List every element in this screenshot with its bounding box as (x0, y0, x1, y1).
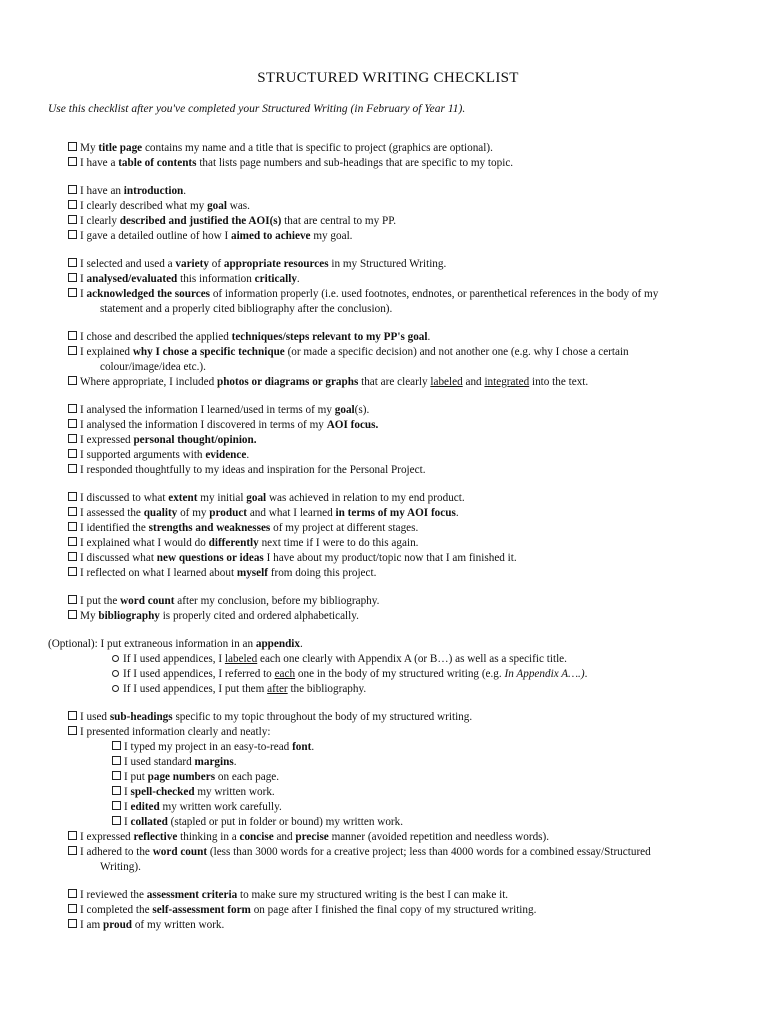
checkbox-icon[interactable] (68, 404, 77, 413)
item-text: I analysed the information I discovered in terms of my (80, 419, 327, 431)
item-text: bibliography (98, 610, 160, 622)
item-text: goal (246, 492, 267, 504)
item-text: . (246, 449, 250, 461)
item-text: that are clearly (358, 376, 431, 388)
checklist-item (68, 740, 728, 755)
checkbox-icon[interactable] (68, 185, 77, 194)
item-text: I expressed (80, 831, 134, 843)
item-text: my initial (197, 492, 247, 504)
checklist-item (68, 652, 728, 667)
item-text: (or made a specific decision) and not another one (e.g. why I chose a certain (284, 346, 629, 358)
item-text: that are central to my PP. (281, 215, 397, 227)
checkbox-icon[interactable] (68, 419, 77, 428)
bullet-circle-icon (112, 685, 119, 692)
checkbox-icon[interactable] (68, 434, 77, 443)
checkbox-icon[interactable] (68, 215, 77, 224)
item-text: collated (130, 816, 168, 828)
bullet-circle-icon (112, 670, 119, 677)
checkbox-icon[interactable] (68, 258, 77, 267)
checkbox-icon[interactable] (68, 904, 77, 913)
item-text: . (584, 668, 588, 680)
checklist-item (68, 682, 728, 697)
checkbox-icon[interactable] (68, 200, 77, 209)
item-text: In Appendix A….) (504, 668, 585, 680)
item-text: table of contents (118, 157, 197, 169)
item-text: integrated (484, 376, 530, 388)
item-text: in terms of my AOI focus (335, 507, 456, 519)
checklist-item (68, 710, 728, 725)
item-text: page numbers (147, 771, 216, 783)
item-text: of my (177, 507, 210, 519)
checklist-item-continuation (68, 302, 728, 317)
checklist-item (68, 156, 728, 171)
item-text: why I chose a specific technique (132, 346, 285, 358)
checklist-item (48, 637, 728, 652)
item-text: My (80, 142, 99, 154)
item-text: from doing this project. (267, 567, 377, 579)
item-text: labeled (430, 376, 463, 388)
checkbox-icon[interactable] (68, 288, 77, 297)
item-text: reflective (133, 831, 178, 843)
item-text: of (208, 258, 224, 270)
item-text: If I used appendices, I put them (123, 683, 268, 695)
checklist-item (68, 536, 728, 551)
item-text: and what I learned (247, 507, 336, 519)
checklist-section (68, 594, 728, 624)
item-text: title page (98, 142, 143, 154)
checklist-item (68, 609, 728, 624)
item-text: I analysed the information I learned/used in terms of my (80, 404, 335, 416)
item-text: word count (152, 846, 208, 858)
item-text: of my project at different stages. (270, 522, 419, 534)
item-text: I gave a detailed outline of how I (80, 230, 231, 242)
item-text: of information properly (i.e. used footnotes, endnotes, or parenthetical references in the body of my (210, 288, 659, 300)
item-text: I used (80, 711, 110, 723)
item-text: . (183, 185, 187, 197)
item-text: My (80, 610, 99, 622)
checklist-item (68, 770, 728, 785)
checklist-item (68, 566, 728, 581)
item-text: analysed/evaluated (86, 273, 178, 285)
item-text: . (233, 756, 237, 768)
item-text: myself (236, 567, 268, 579)
item-text: edited (130, 801, 160, 813)
checklist-item (68, 551, 728, 566)
item-text: and (273, 831, 296, 843)
item-text: in my Structured Writing. (328, 258, 447, 270)
item-text: each (274, 668, 296, 680)
checkbox-icon[interactable] (68, 919, 77, 928)
item-text: I (124, 786, 131, 798)
item-text: Where appropriate, I included (80, 376, 217, 388)
item-text: word count (120, 595, 175, 607)
item-text: photos or diagrams or graphs (216, 376, 359, 388)
item-text: (Optional): I put extraneous information in an (48, 638, 256, 650)
item-text: I am (80, 919, 103, 931)
item-text: AOI focus. (326, 419, 379, 431)
item-text: . (311, 741, 315, 753)
item-text: I reviewed the (80, 889, 147, 901)
bullet-circle-icon (112, 655, 119, 662)
checkbox-icon[interactable] (112, 786, 121, 795)
item-text: I discussed to what (80, 492, 169, 504)
item-text: on page after I finished the final copy of my structured writing. (250, 904, 537, 916)
intro-instruction: Use this checklist after you've completed your Structured Writing (in February of Year 11). (48, 103, 466, 115)
item-text: my goal. (310, 230, 353, 242)
item-text: appropriate resources (223, 258, 329, 270)
item-text: I responded thoughtfully to my ideas and inspiration for the Personal Project. (80, 464, 426, 476)
checkbox-icon[interactable] (112, 816, 121, 825)
checkbox-icon[interactable] (68, 157, 77, 166)
checkbox-icon[interactable] (68, 537, 77, 546)
checklist-item (68, 448, 728, 463)
item-text: each one clearly with Appendix A (or B…) as well as a specific title. (257, 653, 567, 665)
item-text: goal (207, 200, 227, 212)
item-text: into the text. (529, 376, 589, 388)
checkbox-icon[interactable] (68, 449, 77, 458)
item-text: aimed to achieve (230, 230, 311, 242)
checklist-item (68, 199, 728, 214)
item-text: I reflected on what I learned about (80, 567, 237, 579)
checkbox-icon[interactable] (68, 552, 77, 561)
item-text: appendix (255, 638, 301, 650)
item-text: manner (avoided repetition and needless words). (328, 831, 550, 843)
checklist-section (68, 888, 728, 933)
item-text: I chose and described the applied (80, 331, 232, 343)
item-text: I identified the (80, 522, 149, 534)
checklist-section (68, 257, 728, 317)
checklist-item (68, 815, 728, 830)
checklist-item (68, 667, 728, 682)
checklist-item (68, 345, 728, 360)
checkbox-icon[interactable] (68, 331, 77, 340)
checklist-item (68, 521, 728, 536)
checklist-item (68, 755, 728, 770)
item-text: concise (239, 831, 274, 843)
checklist-item (68, 918, 728, 933)
item-text: differently (208, 537, 259, 549)
item-text: font (292, 741, 312, 753)
item-text: I (124, 801, 131, 813)
item-text: I used standard (124, 756, 195, 768)
item-text: If I used appendices, I referred to (123, 668, 275, 680)
checklist-item (68, 287, 728, 302)
item-text: I presented information clearly and neatly: (80, 726, 271, 738)
item-text: proud (103, 919, 133, 931)
item-text: my written work carefully. (159, 801, 282, 813)
item-text: after my conclusion, before my bibliography. (174, 595, 380, 607)
checklist-item (68, 594, 728, 609)
item-text: next time if I were to do this again. (258, 537, 419, 549)
checkbox-icon[interactable] (112, 741, 121, 750)
item-text: I completed the (80, 904, 153, 916)
checkbox-icon[interactable] (68, 142, 77, 151)
checklist-item (68, 830, 728, 845)
item-text: quality (143, 507, 178, 519)
item-text: after (267, 683, 288, 695)
item-text: self-assessment form (152, 904, 251, 916)
checkbox-icon[interactable] (112, 801, 121, 810)
checklist-section (68, 330, 728, 390)
item-text: introduction (123, 185, 184, 197)
item-text: goal (334, 404, 355, 416)
item-text: personal thought/opinion. (133, 434, 257, 446)
item-text: I (80, 273, 87, 285)
item-text: was. (226, 200, 250, 212)
item-text: one in the body of my structured writing (e.g. (295, 668, 505, 680)
item-text: I adhered to the (80, 846, 153, 858)
checklist-section (68, 491, 728, 581)
item-text: statement and a properly cited bibliography after the conclusion). (100, 303, 393, 315)
item-text: described and justified the AOI(s) (119, 215, 282, 227)
item-text: spell-checked (130, 786, 195, 798)
checklist-section (48, 637, 728, 697)
item-text: margins (194, 756, 234, 768)
checklist-item-continuation (68, 860, 728, 875)
checkbox-icon[interactable] (68, 273, 77, 282)
checklist-item (68, 845, 728, 860)
item-text: . (455, 507, 459, 519)
item-text: I expressed (80, 434, 134, 446)
checklist-item (68, 418, 728, 433)
checkbox-icon[interactable] (68, 507, 77, 516)
item-text: (less than 3000 words for a creative project; less than 4000 words for a combined essay/Structured (207, 846, 651, 858)
checkbox-icon[interactable] (68, 522, 77, 531)
checkbox-icon[interactable] (112, 771, 121, 780)
page-title: STRUCTURED WRITING CHECKLIST (257, 70, 519, 86)
checklist-item (68, 403, 728, 418)
checklist-item (68, 272, 728, 287)
item-text: specific to my topic throughout the body of my structured writing. (172, 711, 473, 723)
checklist-item (68, 184, 728, 199)
item-text: acknowledged the sources (86, 288, 211, 300)
item-text: on each page. (215, 771, 280, 783)
checklist-item (68, 888, 728, 903)
checklist-section (68, 403, 728, 478)
item-text: I have an (80, 185, 124, 197)
item-text: strengths and weaknesses (148, 522, 271, 534)
item-text: the bibliography. (287, 683, 367, 695)
checkbox-icon[interactable] (68, 595, 77, 604)
checklist-item (68, 491, 728, 506)
checkbox-icon[interactable] (112, 756, 121, 765)
item-text: I put (124, 771, 148, 783)
checklist-item (68, 903, 728, 918)
item-text: was achieved in relation to my end product. (266, 492, 465, 504)
checkbox-icon[interactable] (68, 230, 77, 239)
item-text: colour/image/idea etc.). (100, 361, 206, 373)
item-text: is properly cited and ordered alphabetically. (159, 610, 359, 622)
item-text: I have about my product/topic now that I am finished it. (263, 552, 517, 564)
item-text: my written work. (194, 786, 275, 798)
checklist-item (68, 257, 728, 272)
checklist (48, 141, 728, 933)
item-text: extent (168, 492, 198, 504)
item-text: I clearly described what my (80, 200, 208, 212)
checklist-section (68, 710, 728, 875)
item-text: I selected and used a (80, 258, 176, 270)
checkbox-icon[interactable] (68, 846, 77, 855)
checkbox-icon[interactable] (68, 831, 77, 840)
checklist-item (68, 330, 728, 345)
checklist-item (68, 463, 728, 478)
item-text: I explained (80, 346, 133, 358)
checklist-section (68, 184, 728, 244)
item-text: I typed my project in an easy-to-read (124, 741, 293, 753)
item-text: precise (295, 831, 329, 843)
item-text: assessment criteria (146, 889, 238, 901)
item-text: contains my name and a title that is specific to project (graphics are optional). (142, 142, 493, 154)
checklist-item (68, 433, 728, 448)
item-text: If I used appendices, I (123, 653, 225, 665)
item-text: . (300, 638, 303, 650)
item-text: I (124, 816, 131, 828)
checklist-item (68, 800, 728, 815)
item-text: variety (175, 258, 209, 270)
item-text: of my written work. (132, 919, 225, 931)
checkbox-icon[interactable] (68, 346, 77, 355)
item-text: I put the (80, 595, 121, 607)
checkbox-icon[interactable] (68, 711, 77, 720)
checkbox-icon[interactable] (68, 889, 77, 898)
item-text: I discussed what (80, 552, 157, 564)
item-text: and (462, 376, 485, 388)
item-text: . (427, 331, 431, 343)
item-text: I have a (80, 157, 119, 169)
item-text: thinking in a (177, 831, 240, 843)
item-text: to make sure my structured writing is the best I can make it. (237, 889, 509, 901)
item-text: labeled (224, 653, 258, 665)
checklist-item (68, 725, 728, 740)
checkbox-icon[interactable] (68, 726, 77, 735)
item-text: (s). (354, 404, 370, 416)
item-text: that lists page numbers and sub-headings that are specific to my topic. (196, 157, 514, 169)
checklist-section (68, 141, 728, 171)
item-text: critically (254, 273, 297, 285)
checklist-item (68, 214, 728, 229)
item-text: I supported arguments with (80, 449, 206, 461)
item-text: I (80, 288, 87, 300)
item-text: techniques/steps relevant to my PP's goal (231, 331, 428, 343)
item-text: I assessed the (80, 507, 144, 519)
checklist-item (68, 229, 728, 244)
item-text: Writing). (100, 861, 141, 873)
checklist-item (68, 375, 728, 390)
item-text: this information (177, 273, 255, 285)
checklist-item (68, 785, 728, 800)
item-text: I explained what I would do (80, 537, 209, 549)
checkbox-icon[interactable] (68, 610, 77, 619)
item-text: (stapled or put in folder or bound) my written work. (167, 816, 404, 828)
item-text: evidence (205, 449, 247, 461)
item-text: . (296, 273, 300, 285)
item-text: I clearly (80, 215, 120, 227)
item-text: new questions or ideas (156, 552, 264, 564)
checkbox-icon[interactable] (68, 492, 77, 501)
checklist-item (68, 506, 728, 521)
checkbox-icon[interactable] (68, 376, 77, 385)
item-text: product (209, 507, 248, 519)
checkbox-icon[interactable] (68, 567, 77, 576)
checklist-item (68, 141, 728, 156)
checkbox-icon[interactable] (68, 464, 77, 473)
item-text: sub-headings (109, 711, 173, 723)
checklist-item-continuation (68, 360, 728, 375)
